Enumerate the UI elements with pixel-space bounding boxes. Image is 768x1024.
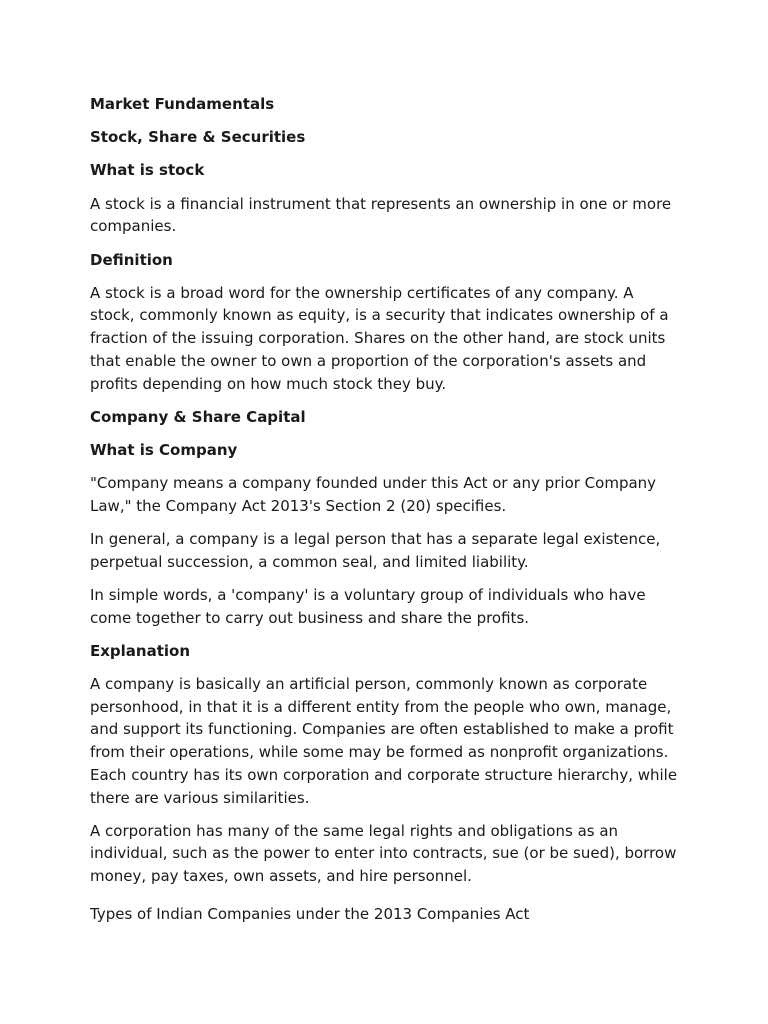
paragraph-company-simple: In simple words, a 'company' is a voluntary group of individuals who have come together to carry out business and share the profits. xyxy=(90,585,646,627)
heading-what-is-company: What is Company xyxy=(90,440,238,459)
heading-definition: Definition xyxy=(90,250,173,269)
paragraph-corporation-rights: A corporation has many of the same legal rights and obligations as an individual, such as the power to enter into contracts, sue (or be sued), borrow money, pay taxes, own assets, and hire personnel. xyxy=(90,821,677,886)
heading-stock-share-securities: Stock, Share & Securities xyxy=(90,128,306,147)
paragraph-company-general: In general, a company is a legal person that has a separate legal existence, perpetual succession, a common seal, and limited liability. xyxy=(90,530,661,571)
paragraph-types-of-companies: Types of Indian Companies under the 2013 Companies Act xyxy=(90,904,530,923)
paragraph-stock-intro: A stock is a financial instrument that represents an ownership in one or more companies. xyxy=(90,194,672,236)
heading-company-share-capital: Company & Share Capital xyxy=(90,407,306,426)
heading-explanation: Explanation xyxy=(90,641,191,660)
paragraph-stock-definition: A stock is a broad word for the ownership certificates of any company. A stock, commonly known as equity, is a security that indicates ownership of a fraction of the issuing corporation. Shares on the other hand, are stock units that enable the owner to own a proportion of the corporation's assets and profits depending on how much stock they buy. xyxy=(90,283,669,393)
paragraph-explanation: A company is basically an artificial person, commonly known as corporate personhood, in that it is a different entity from the people who own, manage, and support its functioning. Companies are often established to make a profit from their operations, while some may be formed as nonprofit organizations. Each country has its own corporation and corporate structure hierarchy, while there are various similarities. xyxy=(90,675,678,807)
heading-what-is-stock: What is stock xyxy=(90,161,205,180)
title-market-fundamentals: Market Fundamentals xyxy=(90,95,275,113)
paragraph-company-act-quote: "Company means a company founded under this Act or any prior Company Law," the Company Act 2013's Section 2 (20) specifies. xyxy=(90,474,657,515)
document-page xyxy=(90,93,680,936)
